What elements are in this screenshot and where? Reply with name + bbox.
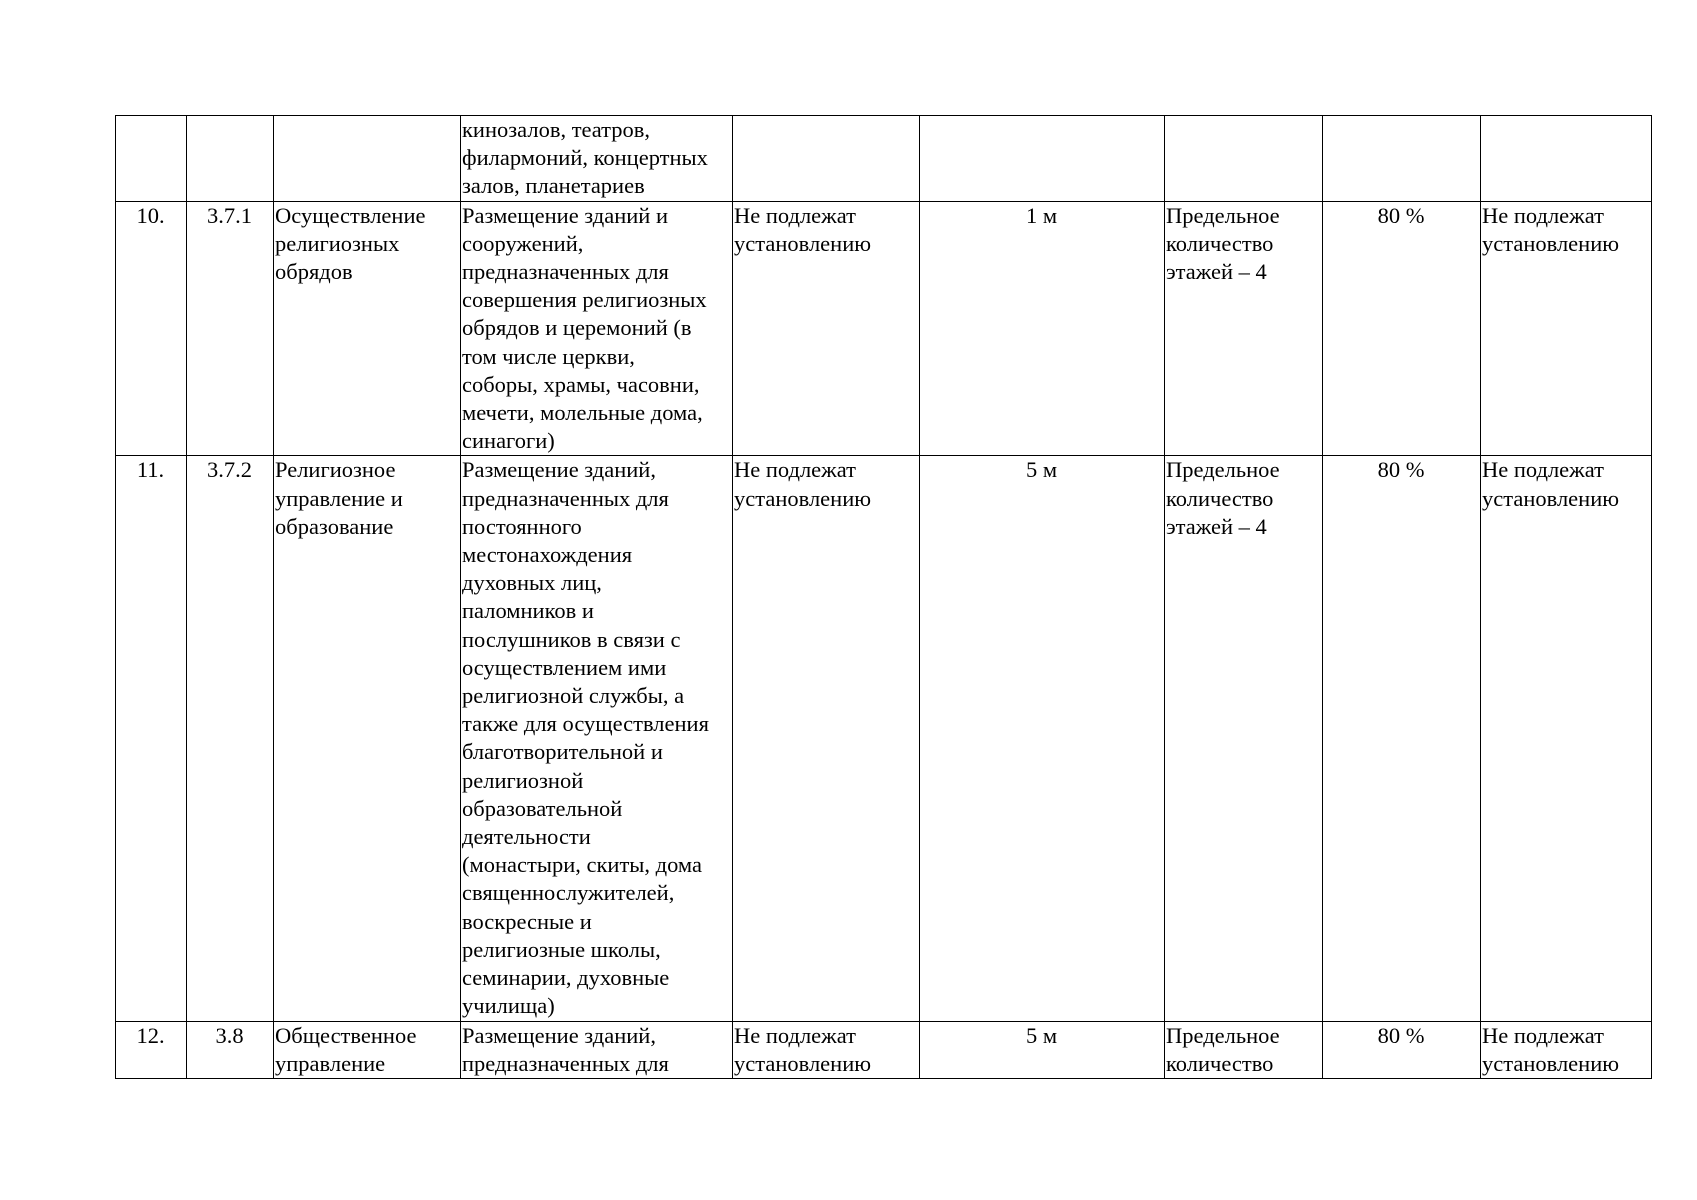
max-floors-cell bbox=[1165, 116, 1323, 202]
build-percent-cell: 80 % bbox=[1323, 201, 1481, 456]
max-floors-cell: Предельное количество этажей – 4 bbox=[1165, 201, 1323, 456]
row-number-cell: 12. bbox=[116, 1021, 187, 1078]
min-indent-cell: 5 м bbox=[920, 456, 1165, 1021]
build-percent-cell bbox=[1323, 116, 1481, 202]
land-use-regulations-table bbox=[115, 115, 1652, 1079]
other-params-cell: Не подлежат установлению bbox=[1481, 456, 1652, 1021]
min-indent-cell: 1 м bbox=[920, 201, 1165, 456]
use-code-cell: 3.7.2 bbox=[187, 456, 274, 1021]
use-code-cell: 3.8 bbox=[187, 1021, 274, 1078]
build-percent-cell: 80 % bbox=[1323, 456, 1481, 1021]
use-description-cell: Размещение зданий, предназначенных для bbox=[461, 1021, 733, 1078]
plot-area-cell: Не подлежат установлению bbox=[733, 1021, 920, 1078]
other-params-cell: Не подлежат установлению bbox=[1481, 201, 1652, 456]
min-indent-cell bbox=[920, 116, 1165, 202]
table-row bbox=[116, 456, 1652, 1021]
use-code-cell: 3.7.1 bbox=[187, 201, 274, 456]
plot-area-cell bbox=[733, 116, 920, 202]
use-name-cell bbox=[274, 116, 461, 202]
use-description-cell: Размещение зданий, предназначенных для постоянного местонахождения духовных лиц, паломников и послушников в связи с осуществлением ими религиозной службы, а также для осуществления благотворительной и религиозной образовательной деятельности (монастыри, скиты, дома священнослужителей, воскресные и религиозные школы, семинарии, духовные училища) bbox=[461, 456, 733, 1021]
row-number-cell: 11. bbox=[116, 456, 187, 1021]
table-row bbox=[116, 201, 1652, 456]
max-floors-cell: Предельное количество этажей – 4 bbox=[1165, 456, 1323, 1021]
use-description-cell: Размещение зданий и сооружений, предназначенных для совершения религиозных обрядов и церемоний (в том числе церкви, соборы, храмы, часовни, мечети, молельные дома, синагоги) bbox=[461, 201, 733, 456]
use-description-cell: кинозалов, театров, филармоний, концертных залов, планетариев bbox=[461, 116, 733, 202]
build-percent-cell: 80 % bbox=[1323, 1021, 1481, 1078]
plot-area-cell: Не подлежат установлению bbox=[733, 456, 920, 1021]
min-indent-cell: 5 м bbox=[920, 1021, 1165, 1078]
use-name-cell: Общественное управление bbox=[274, 1021, 461, 1078]
other-params-cell bbox=[1481, 116, 1652, 202]
plot-area-cell: Не подлежат установлению bbox=[733, 201, 920, 456]
table-row bbox=[116, 1021, 1652, 1078]
other-params-cell: Не подлежат установлению bbox=[1481, 1021, 1652, 1078]
row-number-cell bbox=[116, 116, 187, 202]
use-name-cell: Религиозное управление и образование bbox=[274, 456, 461, 1021]
row-number-cell: 10. bbox=[116, 201, 187, 456]
max-floors-cell: Предельное количество bbox=[1165, 1021, 1323, 1078]
use-code-cell bbox=[187, 116, 274, 202]
table-row bbox=[116, 116, 1652, 202]
use-name-cell: Осуществление религиозных обрядов bbox=[274, 201, 461, 456]
